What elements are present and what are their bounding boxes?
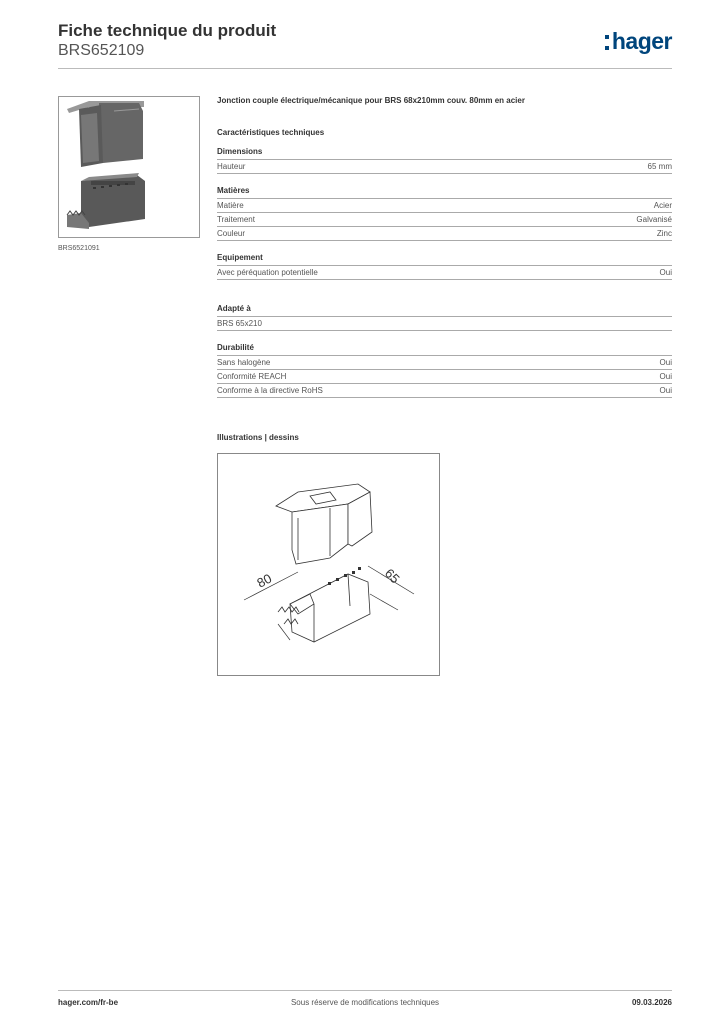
spec-value: Oui: [659, 386, 672, 395]
footer-notice: Sous réserve de modifications techniques: [290, 998, 440, 1007]
spec-label: Matière: [217, 201, 244, 210]
spec-value: Oui: [659, 372, 672, 381]
page-title: Fiche technique du produit: [58, 21, 277, 40]
spec-row: [217, 356, 672, 370]
spec-group-suitable-for: [217, 304, 672, 331]
spec-label: Sans halogène: [217, 358, 271, 367]
spec-value: Galvanisé: [636, 215, 672, 224]
footer-divider: [58, 990, 672, 991]
product-photo: [58, 96, 200, 238]
spec-group-durability: [217, 343, 672, 398]
spec-group-materials: [217, 186, 672, 241]
spec-row: [217, 199, 672, 213]
group-title: Dimensions: [217, 147, 672, 160]
spec-group-dimensions: [217, 147, 672, 174]
group-title: Matières: [217, 186, 672, 199]
dimension-width-label: 80: [254, 570, 275, 591]
footer-website-link[interactable]: hager.com/fr-be: [58, 998, 119, 1007]
spec-label: Conformité REACH: [217, 372, 287, 381]
group-title: Adapté à: [217, 304, 672, 317]
spec-value: Zinc: [656, 229, 672, 238]
spec-row: [217, 317, 672, 331]
spec-label: Traitement: [217, 215, 255, 224]
hager-logo: [605, 28, 672, 55]
group-title: Equipement: [217, 253, 672, 266]
spec-row: [217, 160, 672, 174]
logo-dots-icon: [605, 28, 610, 54]
dimension-height-label: 65: [381, 565, 403, 587]
spec-label: Avec péréquation potentielle: [217, 268, 318, 277]
spec-value: Oui: [659, 268, 672, 277]
spec-row: [217, 227, 672, 241]
product-description: Jonction couple électrique/mécanique pour BRS 68x210mm couv. 80mm en acier: [217, 96, 525, 105]
spec-row: [217, 266, 672, 280]
header-divider: [58, 68, 672, 69]
spec-row: [217, 213, 672, 227]
technical-drawing: [217, 453, 440, 676]
tech-characteristics-heading: Caractéristiques techniques: [217, 128, 325, 137]
footer-date: 09.03.2026: [631, 998, 672, 1007]
spec-row: [217, 370, 672, 384]
illustrations-heading: Illustrations | dessins: [217, 433, 299, 442]
spec-label: Conforme à la directive RoHS: [217, 386, 323, 395]
spec-value: Acier: [653, 201, 672, 210]
image-caption: BRS6521091: [58, 245, 100, 252]
logo-text: hager: [611, 28, 672, 54]
spec-value: 65 mm: [647, 162, 672, 171]
technical-drawing-icon: [218, 454, 439, 675]
page-header: [58, 20, 672, 60]
spec-value: Oui: [659, 358, 672, 367]
product-code: BRS652109: [58, 42, 145, 59]
spec-label: Couleur: [217, 229, 246, 238]
spec-label: Hauteur: [217, 162, 246, 171]
group-title: Durabilité: [217, 343, 672, 356]
product-photo-icon: [59, 97, 199, 237]
spec-row: [217, 384, 672, 398]
spec-label: BRS 65x210: [217, 319, 262, 328]
spec-group-equipment: [217, 253, 672, 280]
product-details: [217, 96, 672, 410]
